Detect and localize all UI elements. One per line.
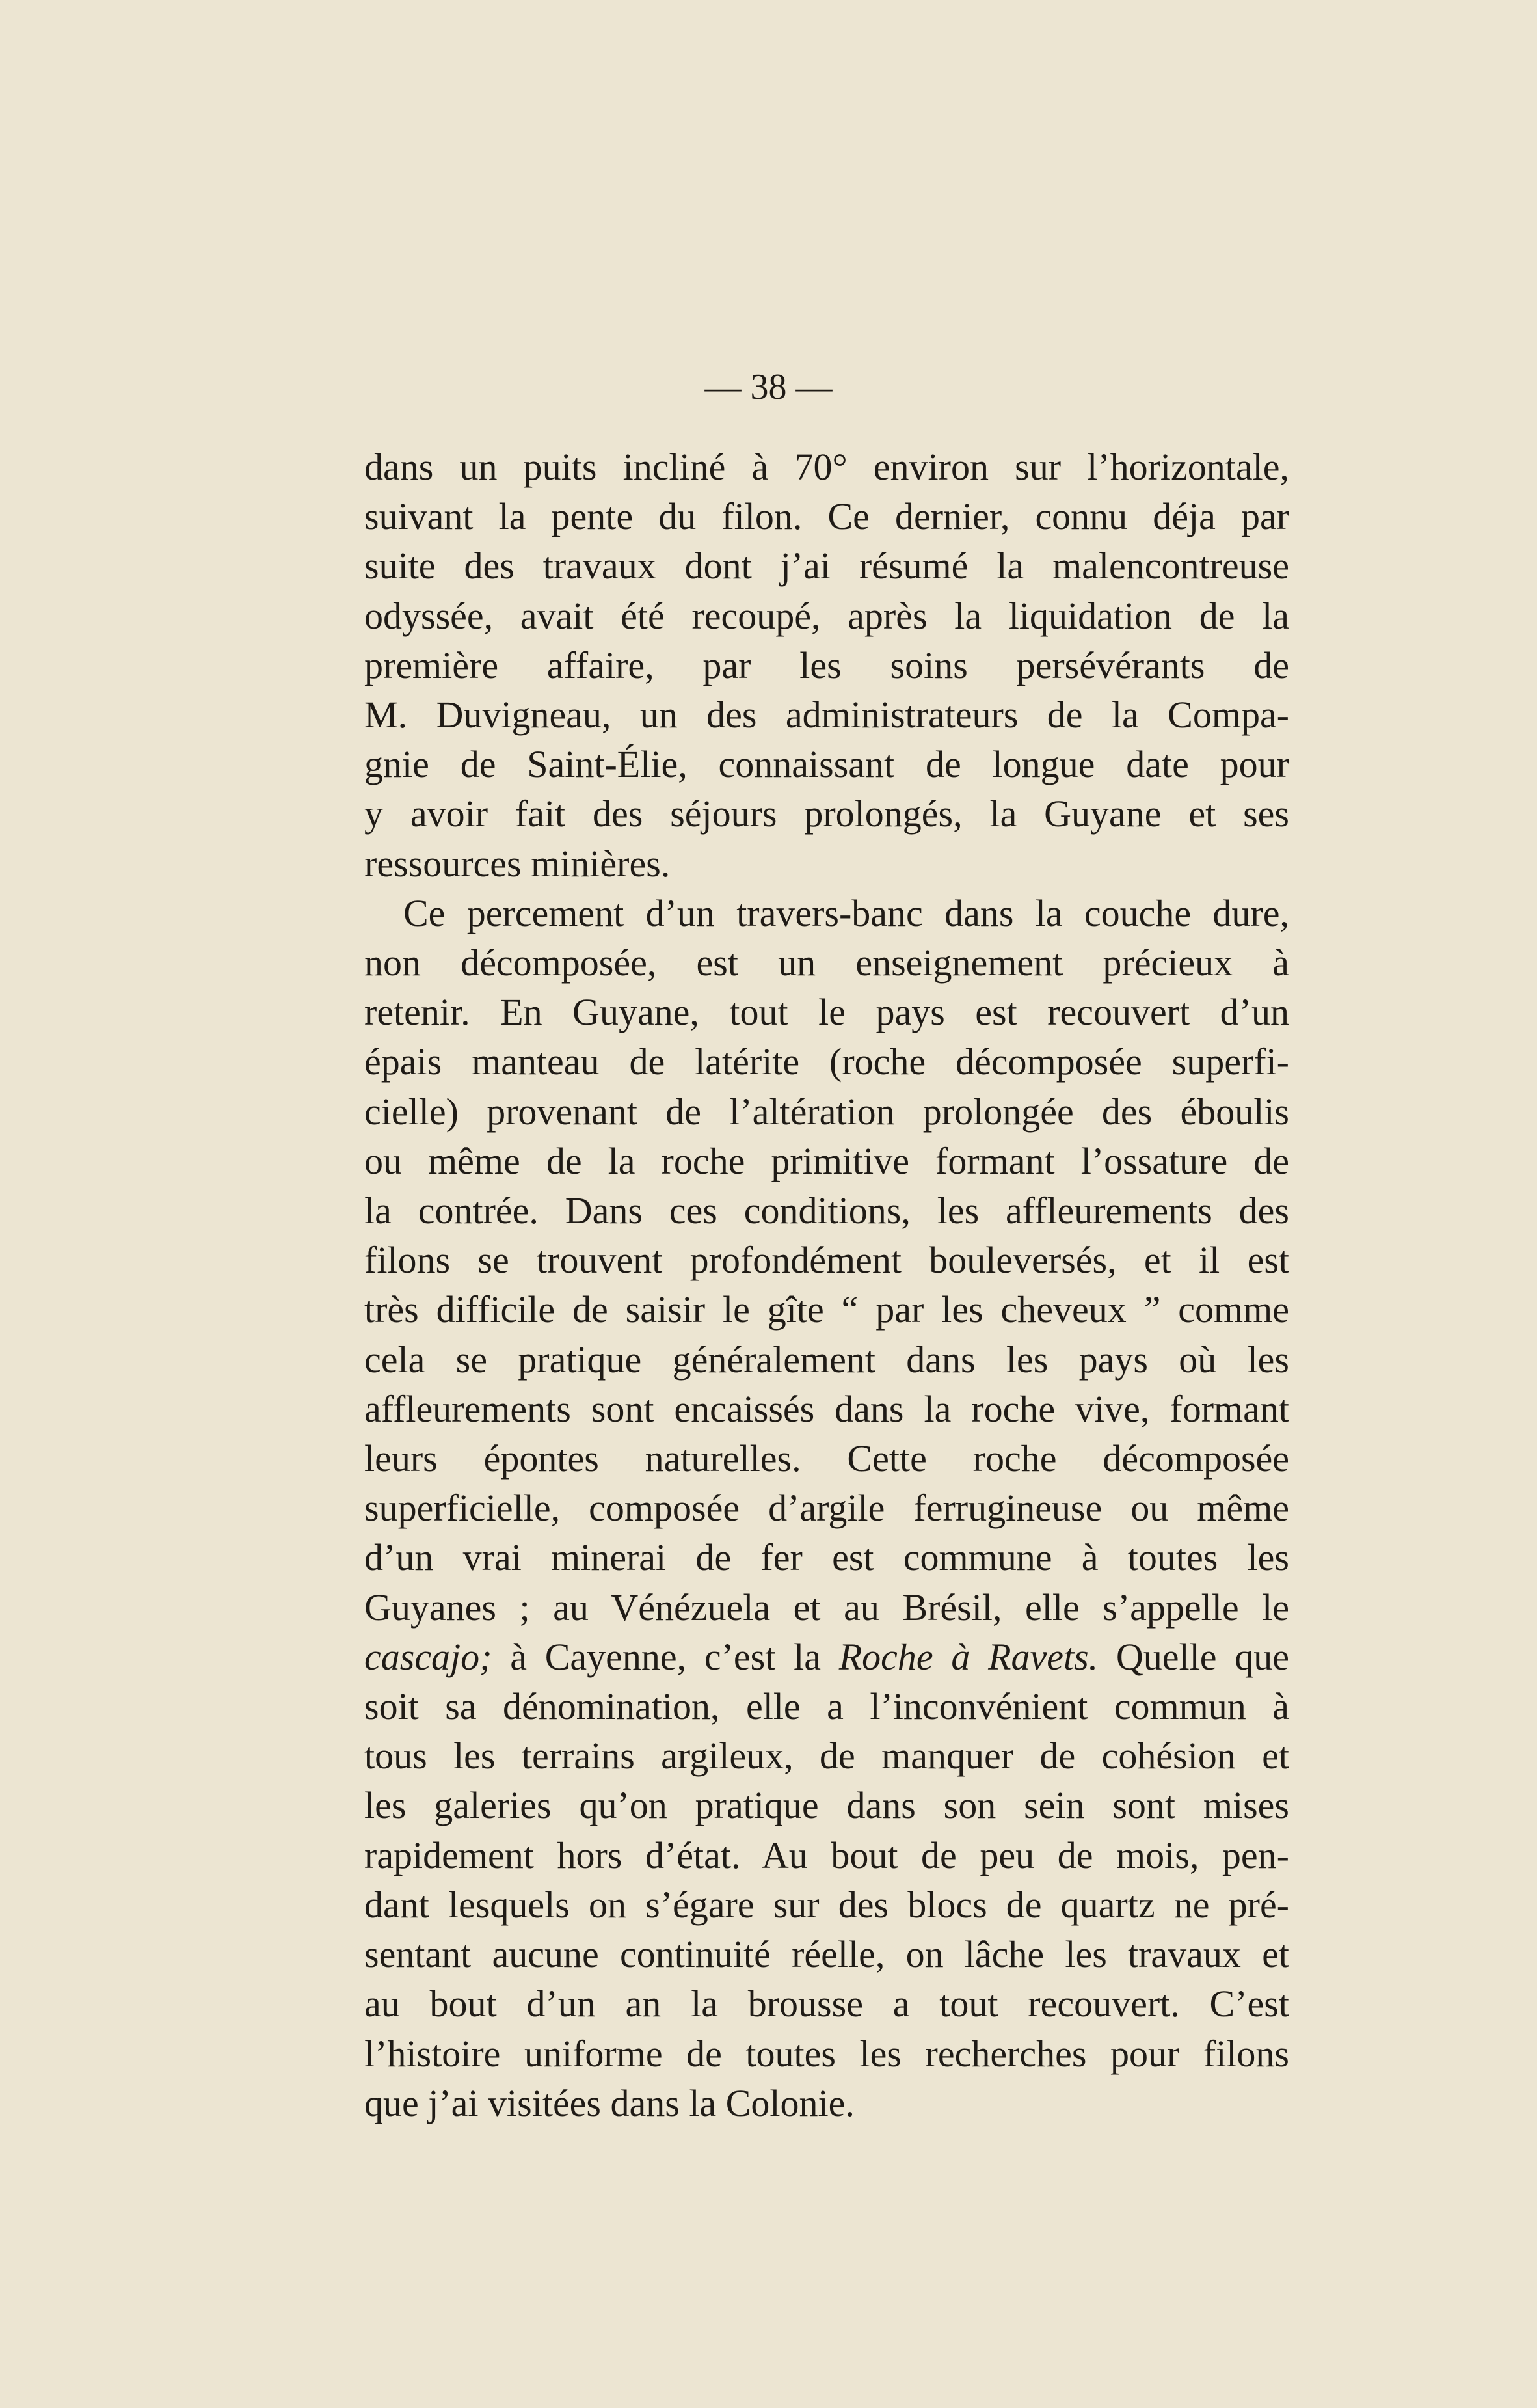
text-line [364, 1137, 1289, 1186]
text-run: suite des travaux dont j’ai résumé la malencontreuse [364, 545, 1289, 588]
text-run: odyssée, avait été recoupé, après la liquidation de la [364, 594, 1289, 637]
italic-text: cascajo; [364, 1635, 492, 1678]
text-run: dant lesquels on s’égare sur des blocs de quartz ne pré- [364, 1883, 1289, 1926]
text-line [364, 1632, 1289, 1682]
text-run: ou même de la roche primitive formant l’ossature de [364, 1139, 1289, 1182]
text-run: dans un puits incliné à 70° environ sur l’horizontale, [364, 446, 1289, 488]
text-run: Quelle que [1098, 1635, 1290, 1678]
text-line [364, 1483, 1289, 1533]
text-line [364, 1781, 1289, 1830]
page-number: — 38 — [704, 367, 833, 407]
text-line [364, 1037, 1289, 1087]
text-line [364, 2079, 1289, 2128]
text-run: cielle) provenant de l’altération prolongée des éboulis [364, 1090, 1289, 1133]
text-run: cela se pratique généralement dans les pays où les [364, 1338, 1289, 1381]
text-line [364, 740, 1289, 789]
text-run: non décomposée, est un enseignement précieux à [364, 941, 1289, 984]
text-run: rapidement hors d’état. Au bout de peu de mois, pen- [364, 1833, 1289, 1876]
text-run: suivant la pente du filon. Ce dernier, connu déja par [364, 495, 1289, 538]
text-run: soit sa dénomination, elle a l’inconvénient commun à [364, 1685, 1289, 1728]
text-line [364, 1533, 1289, 1582]
text-run: filons se trouvent profondément bouleversés, et il est [364, 1239, 1289, 1282]
text-run: Guyanes ; au Vénézuela et au Brésil, elle s’appelle le [364, 1586, 1289, 1629]
text-run: sentant aucune continuité réelle, on lâche les travaux et [364, 1933, 1289, 1976]
text-run: que j’ai visitées dans la Colonie. [364, 2081, 855, 2124]
text-line [364, 492, 1289, 541]
text-line [364, 2029, 1289, 2079]
text-run: affleurements sont encaissés dans la roche vive, formant [364, 1387, 1289, 1430]
text-line [364, 1682, 1289, 1731]
text-run: ressources minières. [364, 842, 671, 885]
text-run: les galeries qu’on pratique dans son sein sont mises [364, 1784, 1289, 1827]
body-text [364, 442, 1289, 2128]
text-run: au bout d’un an la brousse a tout recouvert. C’est [364, 1982, 1289, 2025]
text-line [364, 641, 1289, 690]
text-run: Ce percement d’un travers-banc dans la couche dure, [403, 891, 1289, 934]
text-run: y avoir fait des séjours prolongés, la Guyane et ses [364, 792, 1289, 835]
text-run: leurs épontes naturelles. Cette roche décomposée [364, 1437, 1289, 1480]
text-line [364, 1880, 1289, 1930]
text-run: épais manteau de latérite (roche décomposée superfi- [364, 1040, 1289, 1083]
text-run: tous les terrains argileux, de manquer de cohésion et [364, 1735, 1289, 1778]
italic-text: Roche à Ravets. [838, 1635, 1099, 1678]
text-run: retenir. En Guyane, tout le pays est recouvert d’un [364, 991, 1289, 1034]
text-line [364, 1731, 1289, 1781]
text-line [364, 541, 1289, 591]
text-run: à Cayenne, c’est la [492, 1635, 839, 1678]
text-line [364, 1087, 1289, 1137]
text-line [364, 839, 1289, 889]
text-run: gnie de Saint-Élie, connaissant de longue date pour [364, 743, 1289, 786]
text-line [364, 1930, 1289, 1979]
text-line [364, 442, 1289, 492]
text-line [364, 1186, 1289, 1236]
text-line [364, 1385, 1289, 1434]
text-line [364, 1285, 1289, 1334]
text-run: très difficile de saisir le gîte “ par les cheveux ” comme [364, 1288, 1289, 1331]
text-line [364, 1979, 1289, 2029]
text-line [364, 1831, 1289, 1880]
text-line [364, 690, 1289, 740]
text-line [364, 591, 1289, 641]
text-line [364, 988, 1289, 1037]
text-run: première affaire, par les soins persévérants de [364, 643, 1289, 686]
text-run: superficielle, composée d’argile ferrugineuse ou même [364, 1487, 1289, 1530]
text-line [364, 1434, 1289, 1483]
text-line [364, 889, 1289, 938]
text-run: M. Duvigneau, un des administrateurs de la Compa- [364, 694, 1289, 737]
text-run: la contrée. Dans ces conditions, les affleurements des [364, 1189, 1289, 1232]
text-run: d’un vrai minerai de fer est commune à toutes les [364, 1536, 1289, 1579]
text-run: l’histoire uniforme de toutes les recherches pour filons [364, 2032, 1289, 2075]
text-line [364, 1236, 1289, 1285]
text-line [364, 789, 1289, 839]
text-line [364, 938, 1289, 988]
text-line [364, 1583, 1289, 1632]
text-line [364, 1335, 1289, 1385]
